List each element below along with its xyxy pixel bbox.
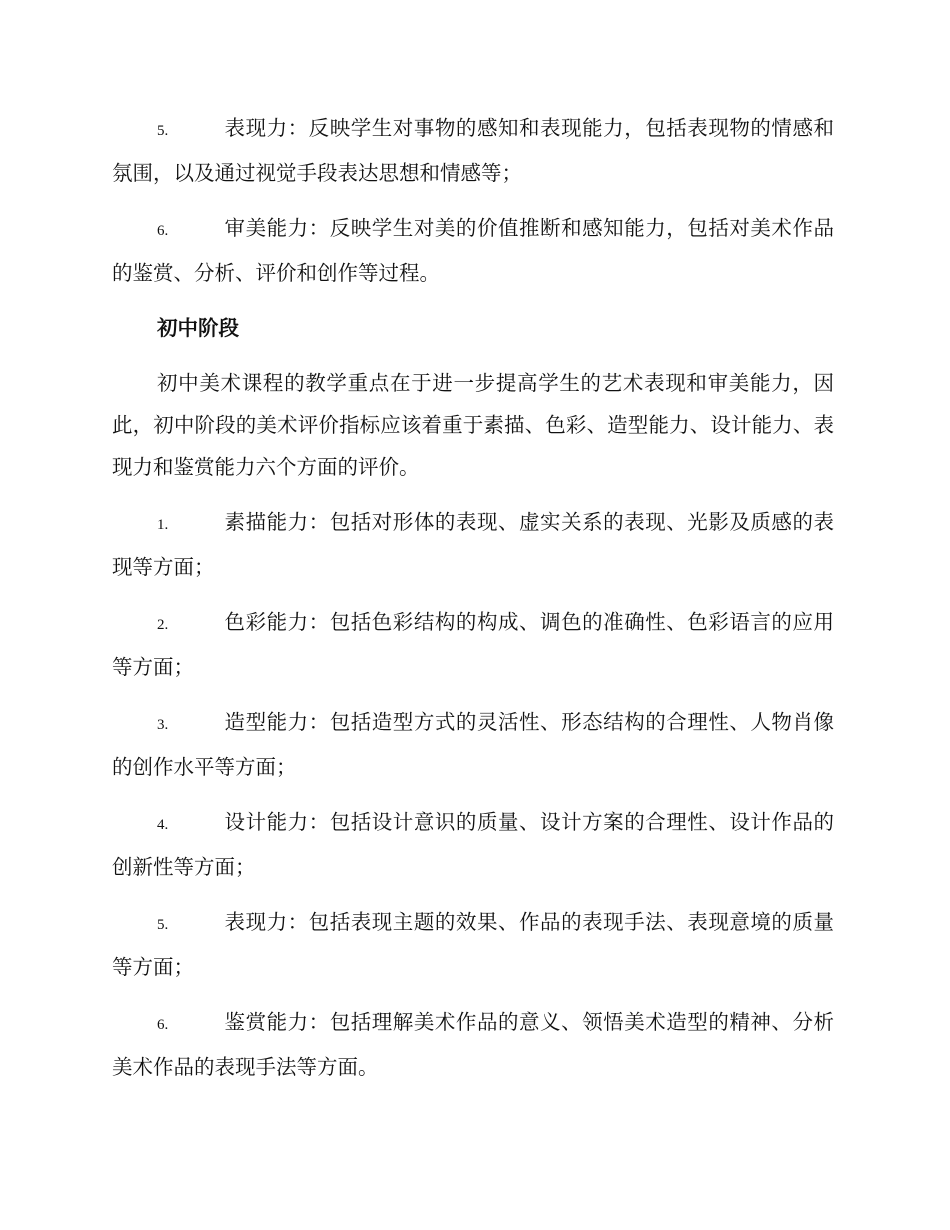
list-number: 5. (157, 917, 169, 933)
section-heading: 初中阶段 (157, 316, 239, 340)
list-item (112, 1001, 834, 1088)
list-number: 1. (157, 517, 169, 533)
list-item (112, 801, 834, 888)
list-text: 表现力：反映学生对事物的感知和表现能力，包括表现物的情感和氛围，以及通过视觉手段表达思想和情感等； (112, 116, 834, 185)
list-number: 3. (157, 717, 169, 733)
list-number: 5. (157, 123, 169, 139)
list-item (112, 501, 834, 588)
list-item (112, 207, 834, 294)
section-intro: 初中美术课程的教学重点在于进一步提高学生的艺术表现和审美能力，因此，初中阶段的美术评价指标应该着重于素描、色彩、造型能力、设计能力、表现力和鉴赏能力六个方面的评价。 (112, 371, 834, 479)
list-text: 审美能力：反映学生对美的价值推断和感知能力，包括对美术作品的鉴赏、分析、评价和创作等过程。 (112, 216, 834, 285)
list-item (112, 107, 834, 194)
list-text: 鉴赏能力：包括理解美术作品的意义、领悟美术造型的精神、分析美术作品的表现手法等方面。 (112, 1010, 834, 1079)
list-text: 素描能力：包括对形体的表现、虚实关系的表现、光影及质感的表现等方面； (112, 510, 834, 579)
list-text: 造型能力：包括造型方式的灵活性、形态结构的合理性、人物肖像的创作水平等方面； (112, 710, 834, 779)
list-item (112, 701, 834, 788)
list-number: 4. (157, 817, 169, 833)
list-item (112, 901, 834, 988)
document-page (112, 107, 834, 1101)
list-number: 2. (157, 617, 169, 633)
list-number: 6. (157, 1017, 169, 1033)
list-number: 6. (157, 223, 169, 239)
list-text: 色彩能力：包括色彩结构的构成、调色的准确性、色彩语言的应用等方面； (112, 610, 834, 679)
list-item (112, 601, 834, 688)
list-text: 表现力：包括表现主题的效果、作品的表现手法、表现意境的质量等方面； (112, 910, 834, 979)
list-text: 设计能力：包括设计意识的质量、设计方案的合理性、设计作品的创新性等方面； (112, 810, 834, 879)
